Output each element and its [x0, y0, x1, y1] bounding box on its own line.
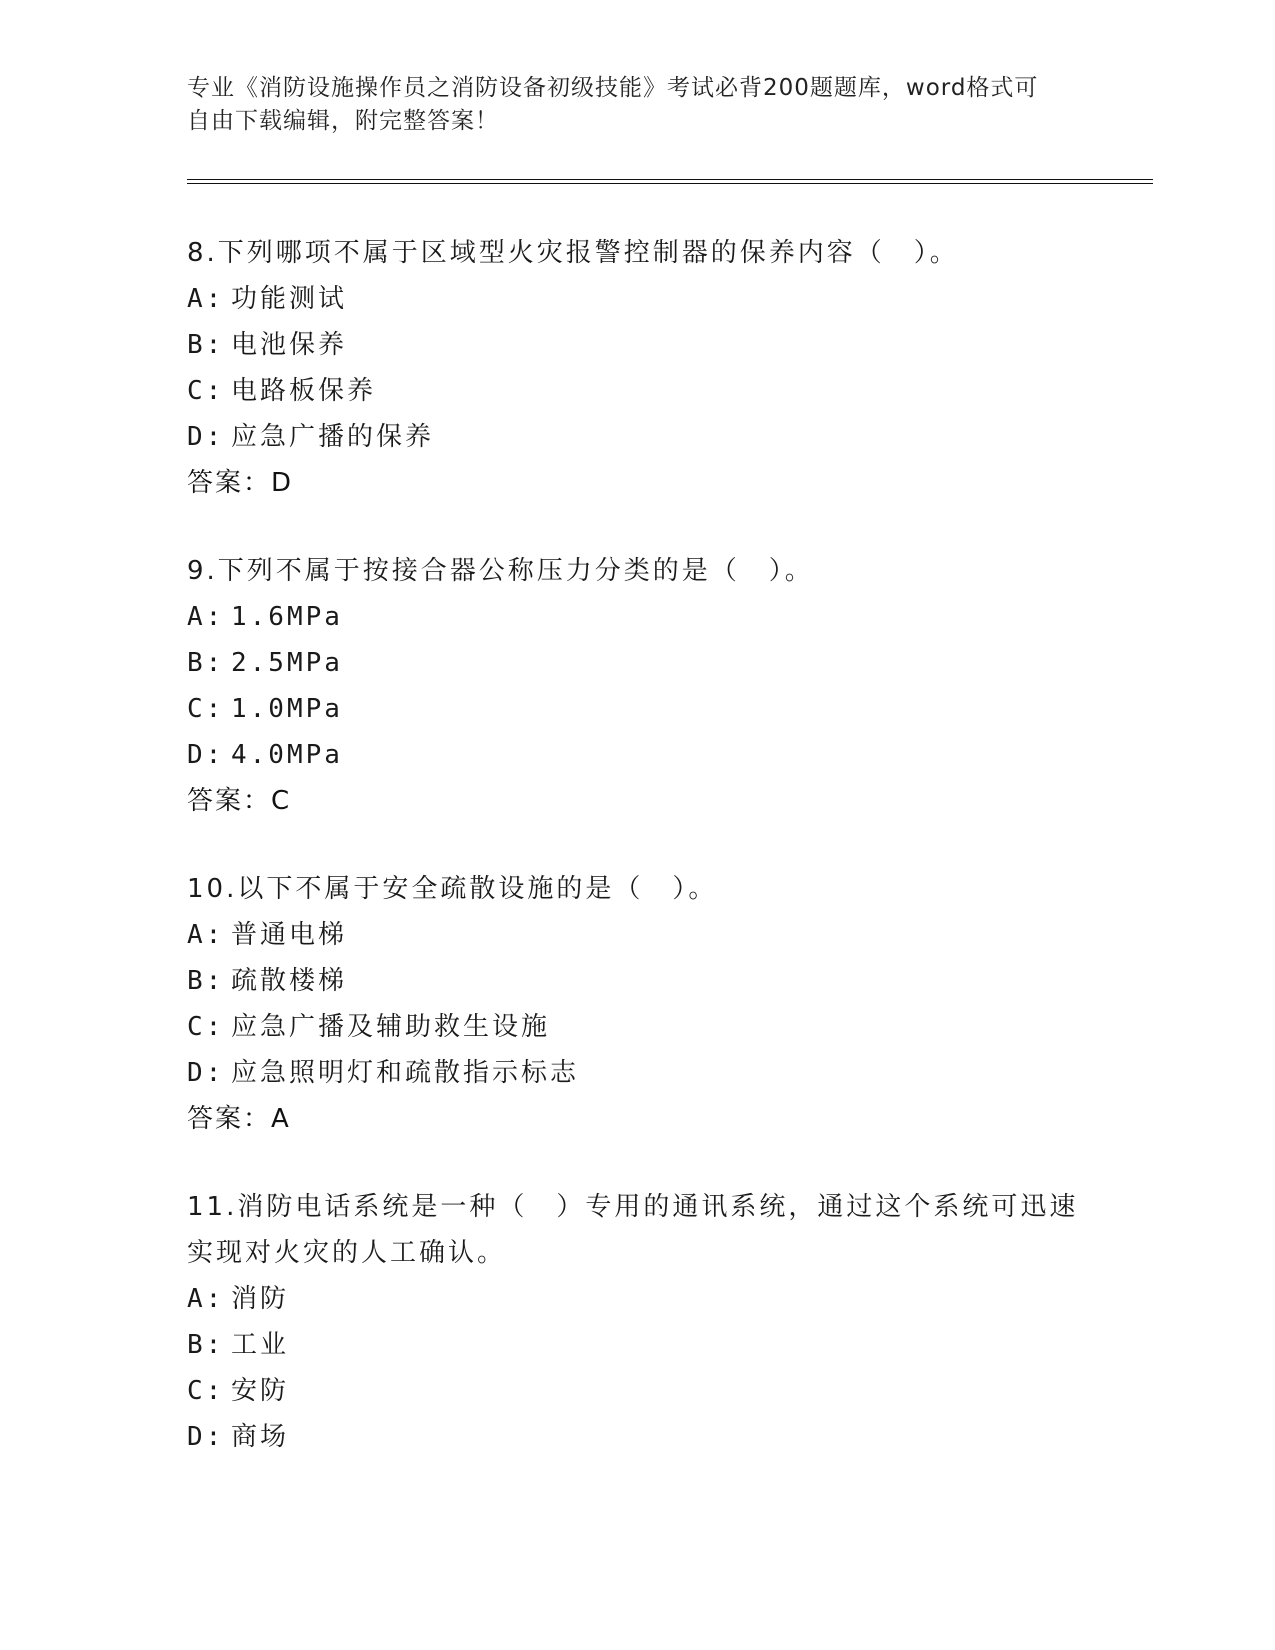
header-rule-top	[187, 179, 1153, 180]
option-text: 消防	[231, 1284, 290, 1314]
option-text: 应急照明灯和疏散指示标志	[231, 1058, 580, 1088]
option-key: A:	[187, 284, 225, 314]
option-a	[187, 276, 1087, 322]
option-b	[187, 1322, 1087, 1368]
option-d	[187, 1050, 1087, 1096]
option-text: 工业	[231, 1330, 290, 1360]
option-text: 普通电梯	[231, 920, 348, 950]
document-header	[187, 72, 1067, 138]
question-10	[187, 866, 1087, 1142]
option-a	[187, 594, 1087, 640]
option-c	[187, 686, 1087, 732]
option-text: 1.6MPa	[231, 602, 343, 632]
option-key: B:	[187, 330, 225, 360]
option-key: C:	[187, 1012, 225, 1042]
option-key: C:	[187, 694, 225, 724]
question-stem: 9.下列不属于按接合器公称压力分类的是（ ）。	[187, 556, 814, 586]
header-line-1: 专业《消防设施操作员之消防设备初级技能》考试必背200题题库，word格式可	[187, 75, 1039, 101]
option-text: 安防	[231, 1376, 290, 1406]
option-key: C:	[187, 376, 225, 406]
option-text: 应急广播及辅助救生设施	[231, 1012, 551, 1042]
option-key: D:	[187, 740, 225, 770]
option-text: 应急广播的保养	[231, 422, 435, 452]
option-d	[187, 732, 1087, 778]
option-c	[187, 1368, 1087, 1414]
option-text: 商场	[231, 1422, 290, 1452]
option-key: B:	[187, 1330, 225, 1360]
option-a	[187, 1276, 1087, 1322]
question-stem: 8.下列哪项不属于区域型火灾报警控制器的保养内容（ ）。	[187, 238, 959, 268]
question-11	[187, 1184, 1087, 1460]
option-text: 疏散楼梯	[231, 966, 348, 996]
answer-text: 答案：A	[187, 1104, 291, 1134]
option-key: A:	[187, 920, 225, 950]
option-key: D:	[187, 1058, 225, 1088]
option-text: 功能测试	[231, 284, 348, 314]
option-d	[187, 1414, 1087, 1460]
question-stem-continued: 实现对火灾的人工确认。	[187, 1238, 507, 1268]
option-b	[187, 640, 1087, 686]
header-rule-bottom	[187, 183, 1153, 184]
option-b	[187, 322, 1087, 368]
option-key: B:	[187, 966, 225, 996]
option-key: D:	[187, 422, 225, 452]
option-key: B:	[187, 648, 225, 678]
answer-text: 答案：C	[187, 786, 292, 816]
option-text: 电池保养	[231, 330, 348, 360]
question-stem: 10.以下不属于安全疏散设施的是（ ）。	[187, 874, 718, 904]
option-key: A:	[187, 602, 225, 632]
answer-text: 答案：D	[187, 468, 294, 498]
option-key: D:	[187, 1422, 225, 1452]
question-8	[187, 230, 1087, 506]
question-stem: 11.消防电话系统是一种（ ）专用的通讯系统，通过这个系统可迅速	[187, 1192, 1079, 1222]
option-a	[187, 912, 1087, 958]
option-b	[187, 958, 1087, 1004]
option-d	[187, 414, 1087, 460]
option-c	[187, 368, 1087, 414]
option-key: A:	[187, 1284, 225, 1314]
option-text: 1.0MPa	[231, 694, 343, 724]
option-text: 电路板保养	[231, 376, 377, 406]
option-key: C:	[187, 1376, 225, 1406]
question-9	[187, 548, 1087, 824]
option-text: 2.5MPa	[231, 648, 343, 678]
option-c	[187, 1004, 1087, 1050]
option-text: 4.0MPa	[231, 740, 343, 770]
header-line-2: 自由下载编辑，附完整答案！	[187, 108, 499, 134]
